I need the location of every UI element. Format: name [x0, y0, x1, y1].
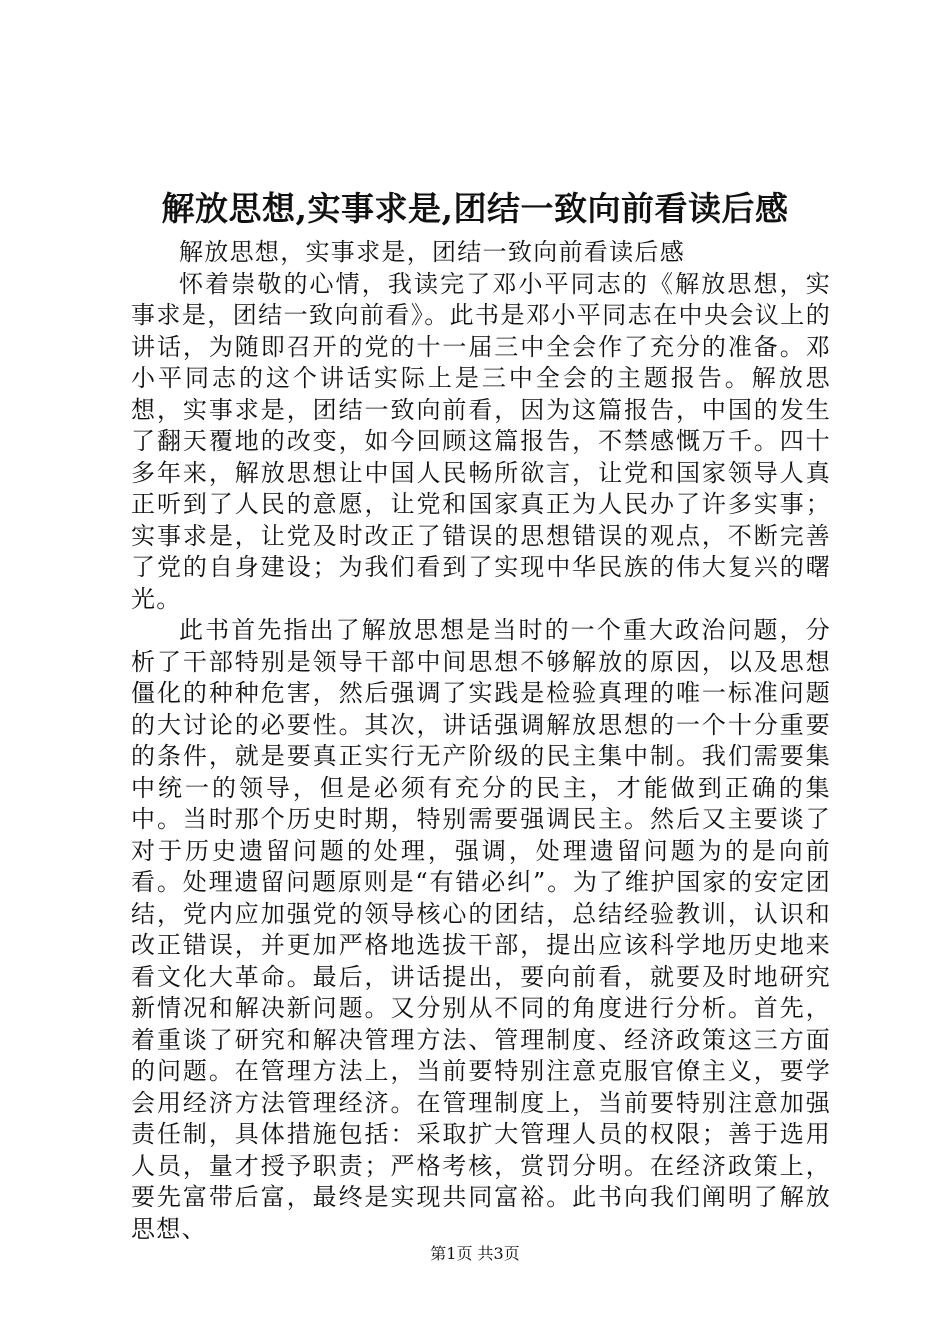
document-title: 解放思想,实事求是,团结一致向前看读后感: [161, 189, 789, 228]
page-number: 第1页 共3页: [430, 1244, 520, 1263]
page-footer: [0, 1242, 950, 1266]
paragraph: 此书首先指出了解放思想是当时的一个重大政治问题，分析了干部特别是领导干部中间思想不够解放的原因，以及思想僵化的种种危害，然后强调了实践是检验真理的唯一标准问题的大讨论的必要性。其次，讲话强调解放思想的一个十分重要的条件，就是要真正实行无产阶级的民主集中制。我们需要集中统一的领导，但是必须有充分的民主，才能做到正确的集中。当时那个历史时期，特别需要强调民主。然后又主要谈了对于历史遗留问题的处理，强调，处理遗留问题为的是向前看。处理遗留问题原则是“有错必纠”。为了维护国家的安定团结，党内应加强党的领导核心的团结，总结经验教训，认识和改正错误，并更加严格地选拔干部，提出应该科学地历史地来看文化大革命。最后，讲话提出，要向前看，就要及时地研究新情况和解决新问题。又分别从不同的角度进行分析。首先，着重谈了研究和解决管理方法、管理制度、经济政策这三方面的问题。在管理方法上，当前要特别注意克服官僚主义，要学会用经济方法管理经济。在管理制度上，当前要特别注意加强责任制，具体措施包括：采取扩大管理人员的权限；善于选用人员，量才授予职责；严格考核，赏罚分明。在经济政策上，要先富带后富，最终是实现共同富裕。此书向我们阐明了解放思想、: [131, 616, 831, 1243]
document-body: [131, 237, 831, 1245]
paragraph: 怀着崇敬的心情，我读完了邓小平同志的《解放思想，实事求是，团结一致向前看》。此书是邓小平同志在中央会议上的讲话，为随即召开的党的十一届三中全会作了充分的准备。邓小平同志的这个讲话实际上是三中全会的主题报告。解放思想，实事求是，团结一致向前看，因为这篇报告，中国的发生了翻天覆地的改变，如今回顾这篇报告，不禁感慨万千。四十多年来，解放思想让中国人民畅所欲言，让党和国家领导人真正听到了人民的意愿，让党和国家真正为人民办了许多实事；实事求是，让党及时改正了错误的思想错误的观点，不断完善了党的自身建设；为我们看到了实现中华民族的伟大复兴的曙光。: [131, 269, 831, 613]
document-subtitle: 解放思想，实事求是，团结一致向前看读后感: [179, 238, 685, 266]
